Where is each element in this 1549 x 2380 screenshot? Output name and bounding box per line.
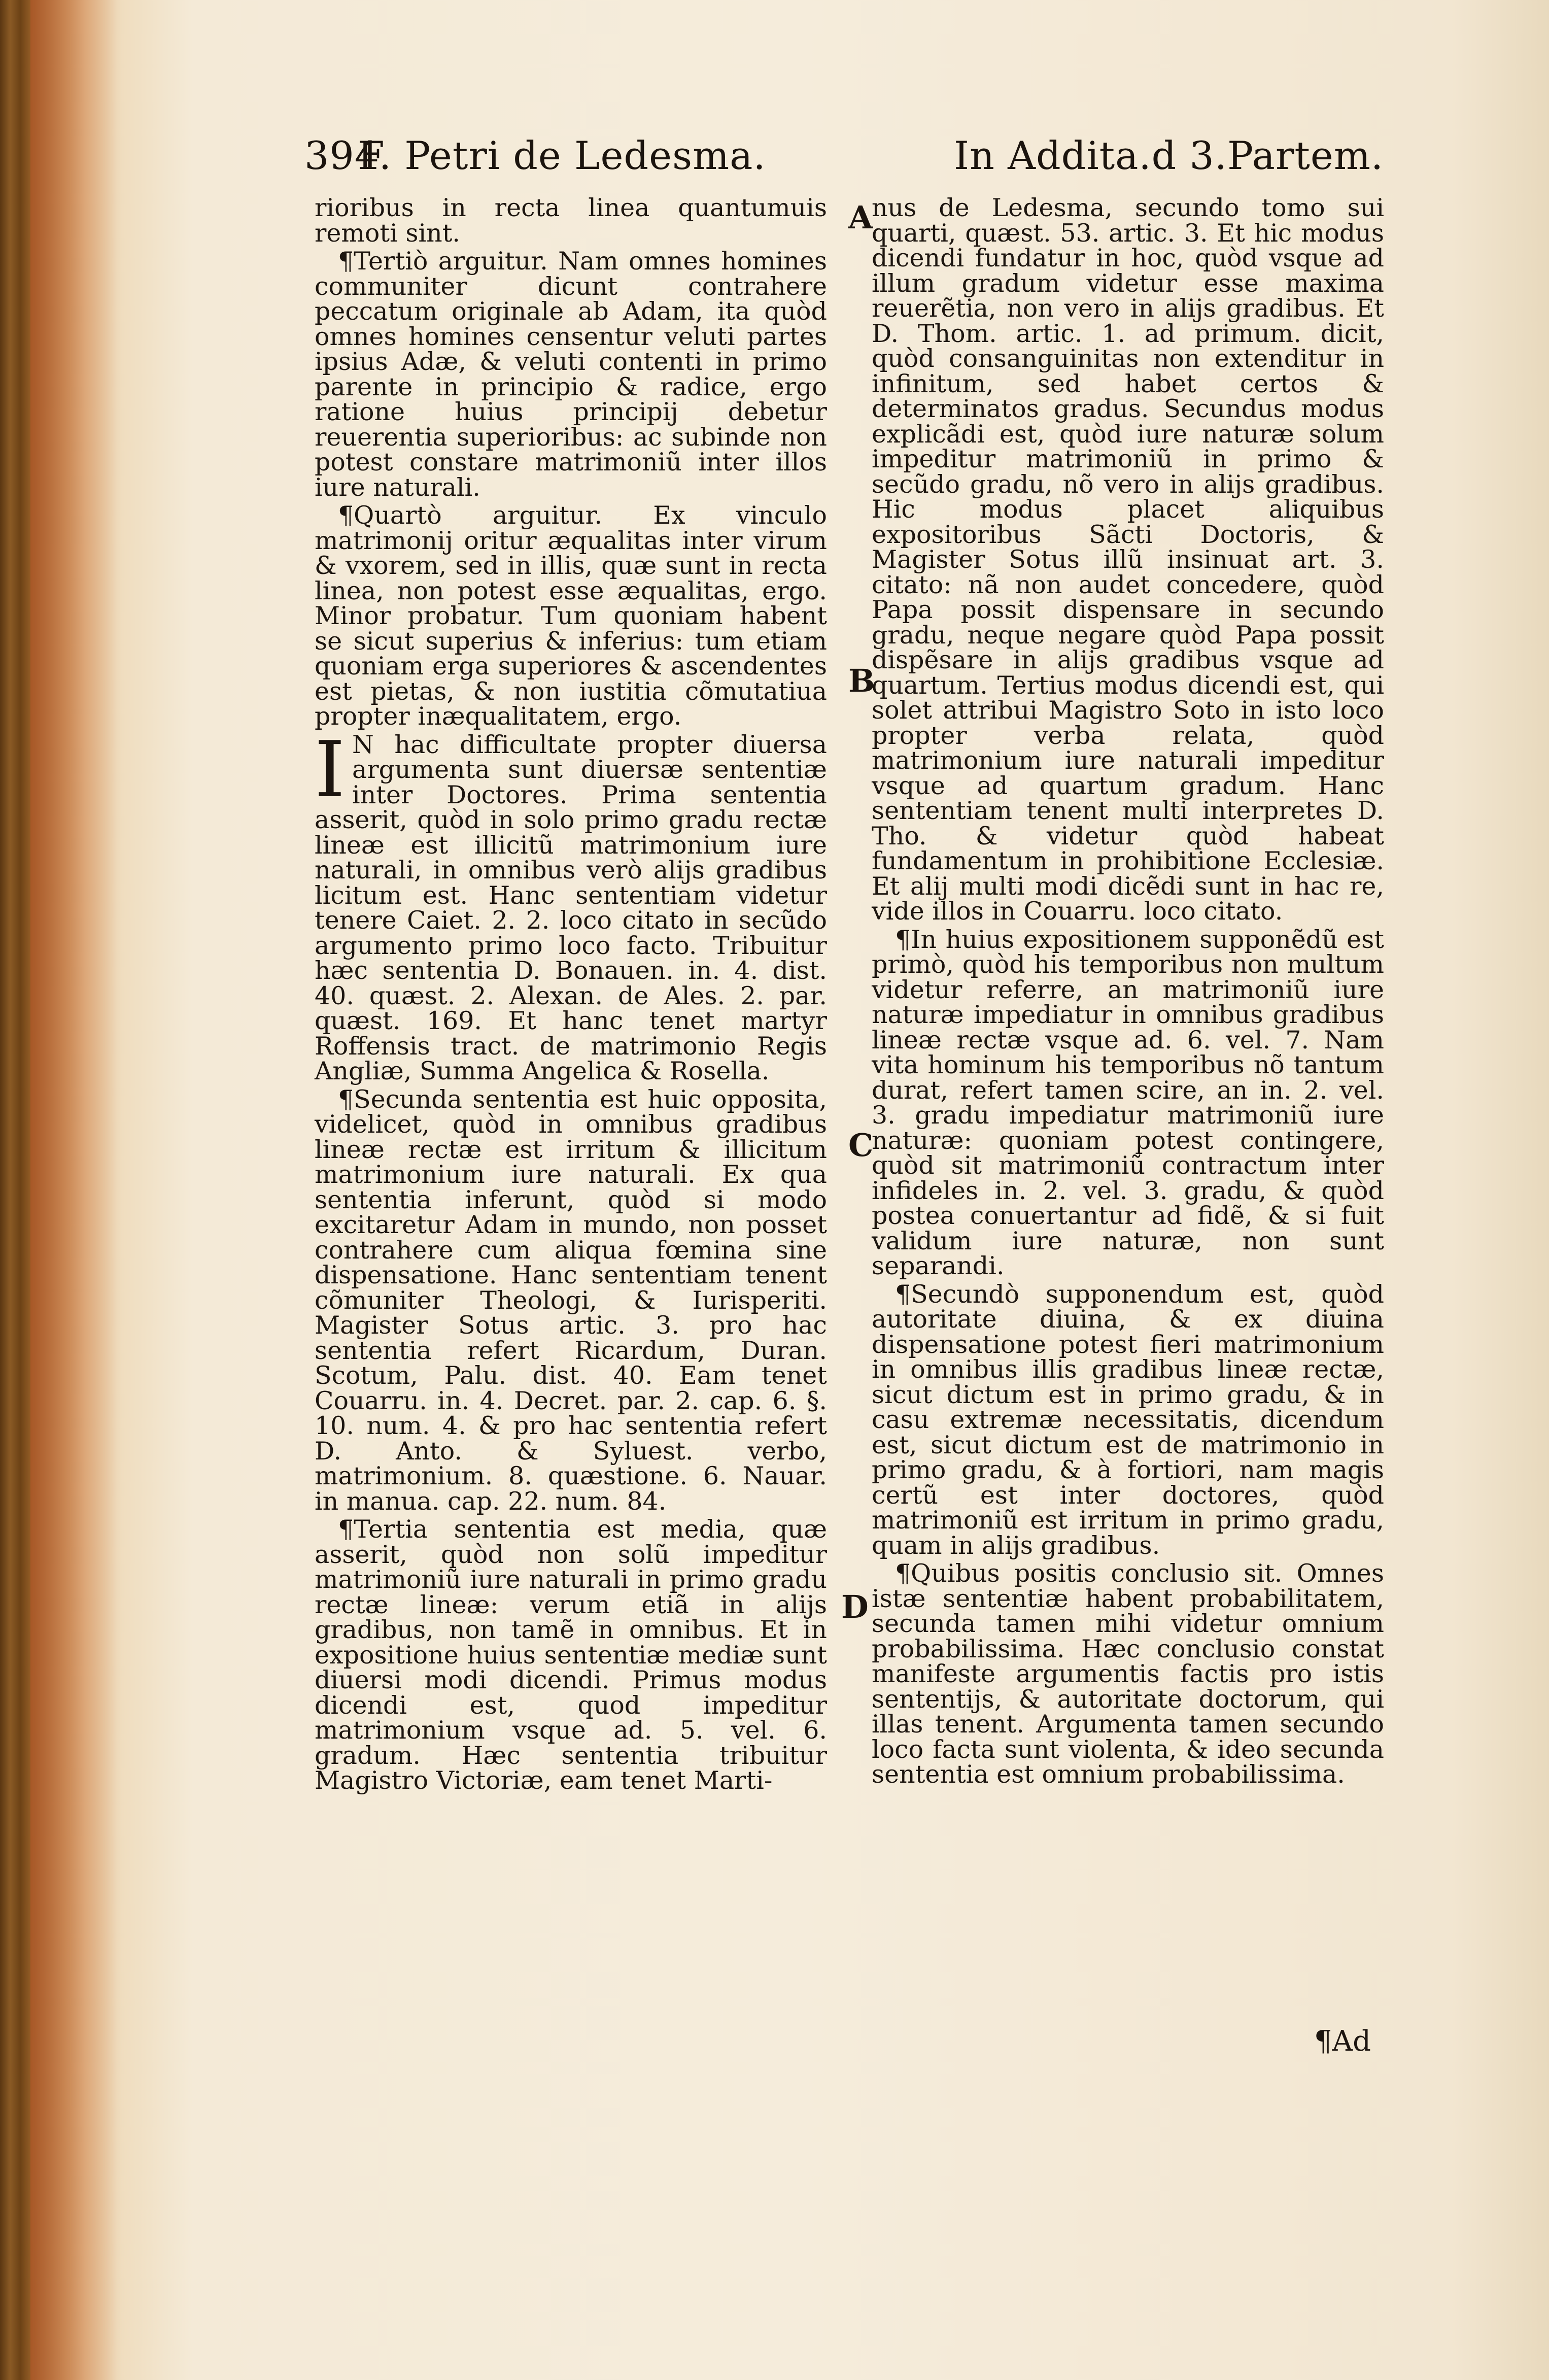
page-number: 394 <box>304 133 380 178</box>
right-column <box>872 195 1384 1790</box>
left-paragraph-5: ¶Secunda sententia est huic opposita, videlicet, quòd in omnibus gradibus lineæ rectæ est irritum & illicitum matrimonium iure naturali. Ex qua sententia inferunt, quòd si modo excitaretur Adam in mundo, non posset contrahere cum aliqua fœmina sine dispensatione. Hanc sententiam tenent cõmuniter Theologi, & Iurisperiti. Magister Sotus artic. 3. pro hac sententia refert Ricardum, Duran. Scotum, Palu. dist. 40. Eam tenet Couarru. in. 4. Decret. par. 2. cap. 6. §. 10. num. 4. & pro hac sententia refert D. Anto. & Syluest. verbo, matrimonium. 8. quæstione. 6. Nauar. in manua. cap. 22. num. 84. <box>315 1084 827 1516</box>
left-paragraph-1: rioribus in recta linea quantumuis remoti sint. <box>315 193 827 248</box>
left-paragraph-4 <box>315 724 827 1085</box>
running-title-author: F. Petri de Ledesma. <box>358 133 766 178</box>
left-paragraph-2: ¶Tertiò arguitur. Nam omnes homines communiter dicunt contrahere peccatum originale ab Adam, ita quòd omnes homines censentur veluti partes ipsius Adæ, & veluti contenti in primo parente in principio & radice, ergo ratione huius principij debetur reuerentia superioribus: ac subinde non potest constare matrimoniũ inter illos iure naturali. <box>315 247 827 502</box>
left-column <box>315 195 827 1796</box>
right-paragraph-3: ¶Secundò supponendum est, quòd autoritate diuina, & ex diuina dispensatione potest fieri matrimonium in omnibus illis gradibus lineæ rectæ, sicut dictum est in primo gradu, & in casu extremæ necessitatis, dicendum est, sicut dictum est de matrimonio in primo gradu, & à fortiori, nam magis certũ est inter doctores, quòd matrimoniũ est irritum in primo gradu, quam in alijs gradibus. <box>872 1279 1384 1560</box>
margin-letter-c: C <box>848 1127 874 1164</box>
running-header <box>304 133 1390 189</box>
left-paragraph-6: ¶Tertia sententia est media, quæ asserit, quòd non solũ impeditur matrimoniũ iure naturali in primo gradu rectæ lineæ: verum etiã in alijs gradibus, non tamẽ in omnibus. Et in expositione huius sententiæ mediæ sunt diuersi modi dicendi. Primus modus dicendi est, quod impeditur matrimonium vsque ad. 5. vel. 6. gradum. Hæc sententia tribuitur Magistro Victoriæ, eam tenet Marti- <box>315 1515 827 1795</box>
right-paragraph-1: nus de Ledesma, secundo tomo sui quarti, quæst. 53. artic. 3. Et hic modus dicendi fundatur in hoc, quòd vsque ad illum gradum videtur esse maxima reuerẽtia, non vero in alijs gradibus. Et D. Thom. artic. 1. ad primum. dicit, quòd consanguinitas non extenditur in infinitum, sed habet certos & determinatos gradus. Secundus modus explicãdi est, quòd iure naturæ solum impeditur matrimoniũ in primo & secũdo gradu, nõ vero in alijs gradibus. Hic modus placet aliquibus expositoribus Sãcti Doctoris, & Magister Sotus illũ insinuat art. 3. citato: nã non audet concedere, quòd Papa possit dispensare in secundo gradu, neque negare quòd Papa possit dispẽsare in alijs gradibus vsque ad quartum. Tertius modus dicendi est, qui solet attribui Magistro Soto in isto loco propter verba relata, quòd matrimonium iure naturali impeditur vsque ad quartum gradum. Hanc sententiam tenent multi interpretes D. Tho. & videtur quòd habeat fundamentum in prohibitione Ecclesiæ. Et alij multi modi dicẽdi sunt in hac re, vide illos in Couarru. loco citato. <box>872 193 1384 926</box>
left-paragraph-4-text: N hac difficultate propter diuersa argumenta sunt diuersæ sententiæ inter Doctores. Prima sententia asserit, quòd in solo primo gradu rectæ lineæ est illicitũ matrimonium iure naturali, in omnibus verò alijs gradibus licitum est. Hanc sententiam videtur tenere Caiet. 2. 2. loco citato in secũdo argumento primo loco facto. Tribuitur hæc sententia D. Bonauen. in. 4. dist. 40. quæst. 2. Alexan. de Ales. 2. par. quæst. 169. Et hanc tenet martyr Roffensis tract. de matrimonio Regis Angliæ, Summa Angelica & Rosella. <box>315 730 827 1085</box>
page-gutter-shadow <box>30 0 122 2380</box>
margin-letter-b: B <box>848 662 875 699</box>
left-paragraph-3: ¶Quartò arguitur. Ex vinculo matrimonij oritur æqualitas inter virum & vxorem, sed in illis, quæ sunt in recta linea, non potest esse æqualitas, ergo. Minor probatur. Tum quoniam habent se sicut superius & inferius: tum etiam quoniam erga superiores & ascendentes est pietas, & non iustitia cõmutatiua propter inæqualitatem, ergo. <box>315 501 827 731</box>
right-paragraph-4: ¶Quibus positis conclusio sit. Omnes istæ sententiæ habent probabilitatem, secunda tamen mihi videtur omnium probabilissima. Hæc conclusio constat manifeste argumentis factis pro istis sententijs, & autoritate doctorum, qui illas tenent. Argumenta tamen secundo loco facta sunt violenta, & ideo secunda sententia est omnium probabilissima. <box>872 1559 1384 1789</box>
running-title-part: In Addita.d 3.Partem. <box>954 133 1384 178</box>
margin-letter-a: A <box>848 199 873 236</box>
margin-letter-d: D <box>841 1588 869 1625</box>
drop-cap-initial: I <box>315 724 346 814</box>
right-paragraph-2: ¶In huius expositionem supponẽdũ est primò, quòd his temporibus non multum videtur referre, an matrimoniũ iure naturæ impediatur in omnibus gradibus lineæ rectæ vsque ad. 6. vel. 7. Nam vita hominum his temporibus nõ tantum durat, refert tamen scire, an in. 2. vel. 3. gradu impediatur matrimoniũ iure naturæ: quoniam potest contingere, quòd sit matrimoniũ contractum inter infideles in. 2. vel. 3. gradu, & quòd postea conuertantur ad fidẽ, & si fuit validum iure naturæ, non sunt separandi. <box>872 925 1384 1280</box>
catchword: ¶Ad <box>1314 2025 1371 2058</box>
